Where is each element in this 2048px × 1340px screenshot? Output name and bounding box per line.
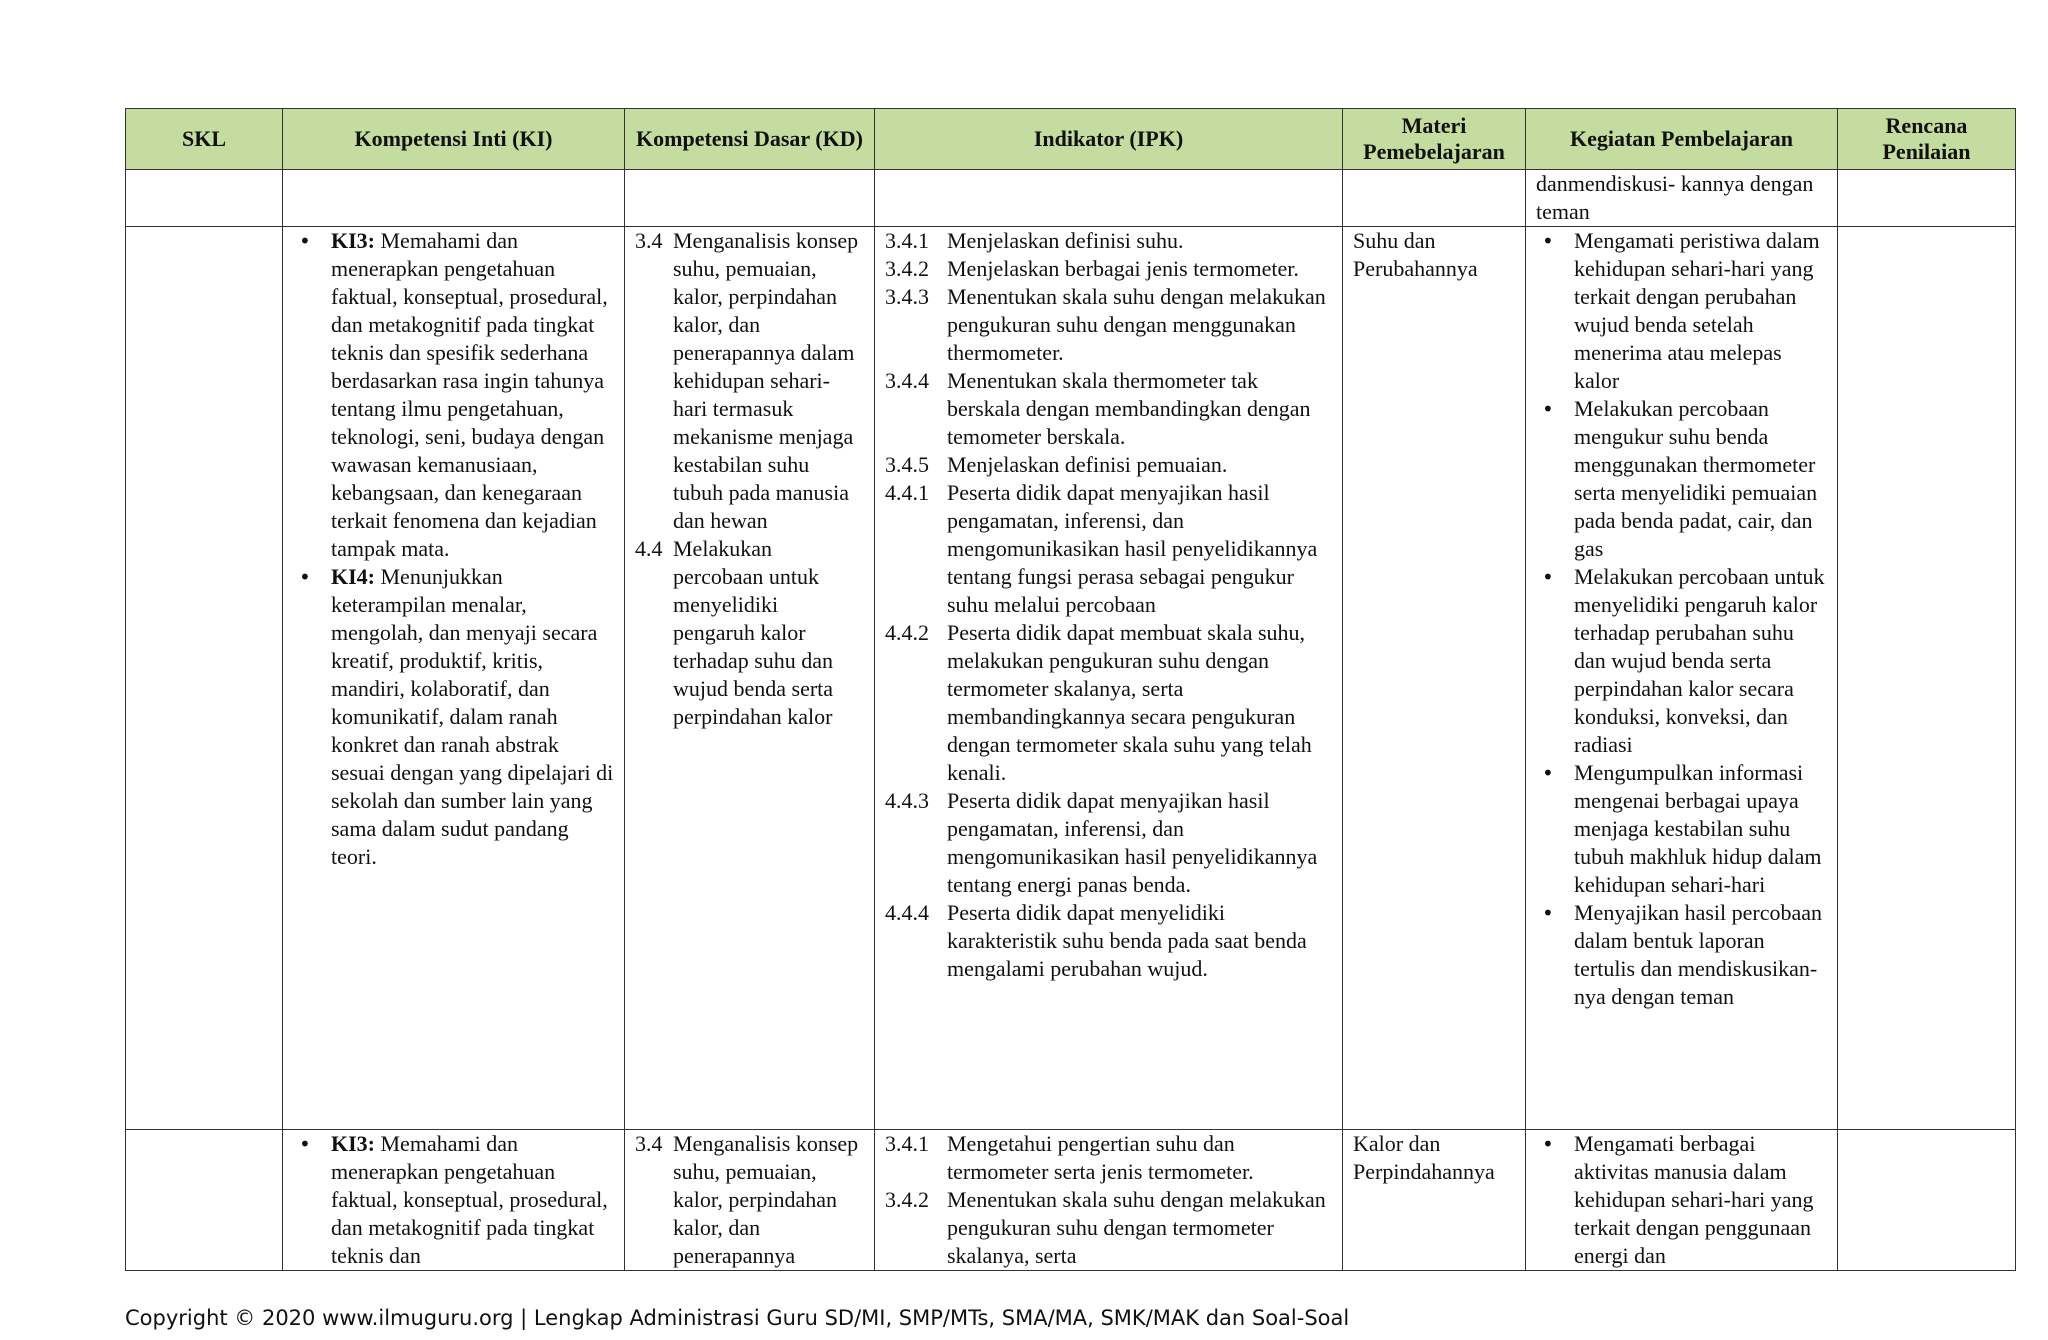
ipk-number: 4.4.3 <box>885 788 929 813</box>
cell-materi <box>1343 170 1526 227</box>
cell-ki <box>283 227 625 1130</box>
cell-kd <box>625 1130 875 1271</box>
cell-kegiatan <box>1526 170 1838 227</box>
ipk-item <box>885 255 1332 283</box>
ipk-item <box>885 227 1332 255</box>
ipk-number: 3.4.2 <box>885 256 929 281</box>
ipk-text: Menjelaskan definisi pemuaian. <box>947 452 1228 477</box>
ipk-number: 3.4.2 <box>885 1187 929 1212</box>
cell-penilaian <box>1838 227 2016 1130</box>
cell-penilaian <box>1838 1130 2016 1271</box>
ipk-number: 3.4.5 <box>885 452 929 477</box>
kegiatan-item: • Mengumpulkan informasi mengenai berbagai upaya menjaga kestabilan suhu tubuh makhluk hidup dalam kehidupan sehari-hari <box>1574 759 1827 899</box>
kd-item <box>635 227 864 535</box>
cell-kd <box>625 227 875 1130</box>
table-row-continuation <box>126 170 2016 227</box>
ki-item <box>331 227 614 563</box>
ipk-number: 3.4.3 <box>885 284 929 309</box>
header-penilaian: Rencana Penilaian <box>1838 109 2016 170</box>
ki-item <box>331 1130 614 1270</box>
ki-label: KI4: <box>331 564 375 589</box>
table-row-kalor <box>126 1130 2016 1271</box>
ipk-text: Peserta didik dapat menyajikan hasil pengamatan, inferensi, dan mengomunikasikan hasil penyelidikannya tentang energi panas benda. <box>947 788 1318 897</box>
cell-skl <box>126 227 283 1130</box>
header-ki: Kompetensi Inti (KI) <box>283 109 625 170</box>
kegiatan-list <box>1536 227 1827 1011</box>
cell-kd <box>625 170 875 227</box>
kegiatan-continuation-text: danmendiskusi- kannya dengan teman <box>1536 171 1814 224</box>
header-skl: SKL <box>126 109 283 170</box>
kegiatan-item: • Melakukan percobaan untuk menyelidiki pengaruh kalor terhadap perubahan suhu dan wujud benda serta perpindahan kalor secara konduksi, konveksi, dan radiasi <box>1574 563 1827 759</box>
table-row-suhu <box>126 227 2016 1130</box>
cell-kegiatan <box>1526 227 1838 1130</box>
ipk-text: Mengetahui pengertian suhu dan termometer serta jenis termometer. <box>947 1131 1254 1184</box>
cell-materi <box>1343 1130 1526 1271</box>
ki-label: KI3: <box>331 1131 375 1156</box>
ipk-number: 4.4.4 <box>885 900 929 925</box>
ipk-text: Peserta didik dapat menyajikan hasil pengamatan, inferensi, dan mengomunikasikan hasil penyelidikannya tentang fungsi perasa sebagai pengukur suhu melalui percobaan <box>947 480 1318 617</box>
materi-text: Suhu dan Perubahannya <box>1353 228 1478 281</box>
ipk-text: Menjelaskan berbagai jenis termometer. <box>947 256 1299 281</box>
ipk-item <box>885 1130 1332 1186</box>
cell-penilaian <box>1838 170 2016 227</box>
kegiatan-item: • Menyajikan hasil percobaan dalam bentuk laporan tertulis dan mendiskusikan-nya dengan teman <box>1574 899 1827 1011</box>
header-kegiatan: Kegiatan Pembelajaran <box>1526 109 1838 170</box>
ipk-number: 4.4.1 <box>885 480 929 505</box>
ipk-number: 3.4.4 <box>885 368 929 393</box>
header-materi: Materi Pemebelajaran <box>1343 109 1526 170</box>
cell-skl <box>126 170 283 227</box>
kegiatan-item: • Melakukan percobaan mengukur suhu benda menggunakan thermometer serta menyelidiki pemuaian pada benda padat, cair, dan gas <box>1574 395 1827 563</box>
ki-list <box>293 1130 614 1270</box>
cell-ipk <box>875 170 1343 227</box>
kegiatan-item: • Mengamati berbagai aktivitas manusia dalam kehidupan sehari-hari yang terkait dengan penggunaan energi dan <box>1574 1130 1827 1270</box>
ki-text: Memahami dan menerapkan pengetahuan faktual, konseptual, prosedural, dan metakognitif pada tingkat teknis dan spesifik sederhana berdasarkan rasa ingin tahunya tentang ilmu pengetahuan, teknologi, seni, budaya dengan wawasan kemanusiaan, kebangsaan, dan kenegaraan terkait fenomena dan kejadian tampak mata. <box>331 228 608 561</box>
kd-item <box>635 535 864 731</box>
header-ipk: Indikator (IPK) <box>875 109 1343 170</box>
kd-number: 4.4 <box>635 536 663 561</box>
ipk-item <box>885 899 1332 983</box>
cell-skl <box>126 1130 283 1271</box>
ipk-item <box>885 1186 1332 1270</box>
ipk-list <box>885 227 1332 983</box>
ipk-text: Menjelaskan definisi suhu. <box>947 228 1184 253</box>
kd-number: 3.4 <box>635 1131 663 1156</box>
cell-ipk <box>875 1130 1343 1271</box>
cell-materi <box>1343 227 1526 1130</box>
kd-list <box>635 1130 864 1270</box>
kd-number: 3.4 <box>635 228 663 253</box>
ipk-item <box>885 283 1332 367</box>
kd-text: Menganalisis konsep suhu, pemuaian, kalor, perpindahan kalor, dan penerapannya dalam kehidupan sehari-hari termasuk mekanisme menjaga kestabilan suhu tubuh pada manusia dan hewan <box>673 228 859 533</box>
ki-label: KI3: <box>331 228 375 253</box>
kd-text: Menganalisis konsep suhu, pemuaian, kalor, perpindahan kalor, dan penerapannya <box>673 1131 859 1268</box>
ipk-item <box>885 479 1332 619</box>
ipk-item <box>885 619 1332 787</box>
cell-kegiatan <box>1526 1130 1838 1271</box>
syllabus-table <box>125 108 2016 1271</box>
kegiatan-item: • Mengamati peristiwa dalam kehidupan sehari-hari yang terkait dengan perubahan wujud benda setelah menerima atau melepas kalor <box>1574 227 1827 395</box>
materi-text: Kalor dan Perpindahannya <box>1353 1131 1495 1184</box>
kd-list <box>635 227 864 731</box>
ipk-list <box>885 1130 1332 1270</box>
cell-ipk <box>875 227 1343 1130</box>
ipk-text: Menentukan skala thermometer tak berskala dengan membandingkan dengan temometer berskala. <box>947 368 1311 449</box>
kegiatan-list <box>1536 1130 1827 1270</box>
ki-text: Menunjukkan keterampilan menalar, mengolah, dan menyaji secara kreatif, produktif, kritis, mandiri, kolaboratif, dan komunikatif, dalam ranah konkret dan ranah abstrak sesuai dengan yang dipelajari di sekolah dan sumber lain yang sama dalam sudut pandang teori. <box>331 564 614 869</box>
ipk-number: 3.4.1 <box>885 1131 929 1156</box>
ipk-text: Peserta didik dapat membuat skala suhu, melakukan pengukuran suhu dengan termometer skalanya, serta membandingkannya secara pengukuran dengan termometer skala suhu yang telah kenali. <box>947 620 1312 785</box>
table-header-row <box>126 109 2016 170</box>
kd-item <box>635 1130 864 1270</box>
cell-ki <box>283 1130 625 1271</box>
ki-text: Memahami dan menerapkan pengetahuan faktual, konseptual, prosedural, dan metakognitif pada tingkat teknis dan <box>331 1131 608 1268</box>
ipk-item <box>885 367 1332 451</box>
cell-ki <box>283 170 625 227</box>
ki-item <box>331 563 614 871</box>
kd-text: Melakukan percobaan untuk menyelidiki pengaruh kalor terhadap suhu dan wujud benda serta perpindahan kalor <box>673 536 834 729</box>
ipk-text: Peserta didik dapat menyelidiki karakteristik suhu benda pada saat benda mengalami perubahan wujud. <box>947 900 1307 981</box>
ipk-item <box>885 451 1332 479</box>
ipk-number: 4.4.2 <box>885 620 929 645</box>
header-kd: Kompetensi Dasar (KD) <box>625 109 875 170</box>
ipk-item <box>885 787 1332 899</box>
ipk-number: 3.4.1 <box>885 228 929 253</box>
page-footer: Copyright © 2020 www.ilmuguru.org | Lengkap Administrasi Guru SD/MI, SMP/MTs, SMA/MA, SMK/MAK dan Soal-Soal <box>125 1306 1350 1330</box>
ipk-text: Menentukan skala suhu dengan melakukan pengukuran suhu dengan termometer skalanya, serta <box>947 1187 1326 1268</box>
ki-list <box>293 227 614 871</box>
ipk-text: Menentukan skala suhu dengan melakukan pengukuran suhu dengan menggunakan thermometer. <box>947 284 1326 365</box>
